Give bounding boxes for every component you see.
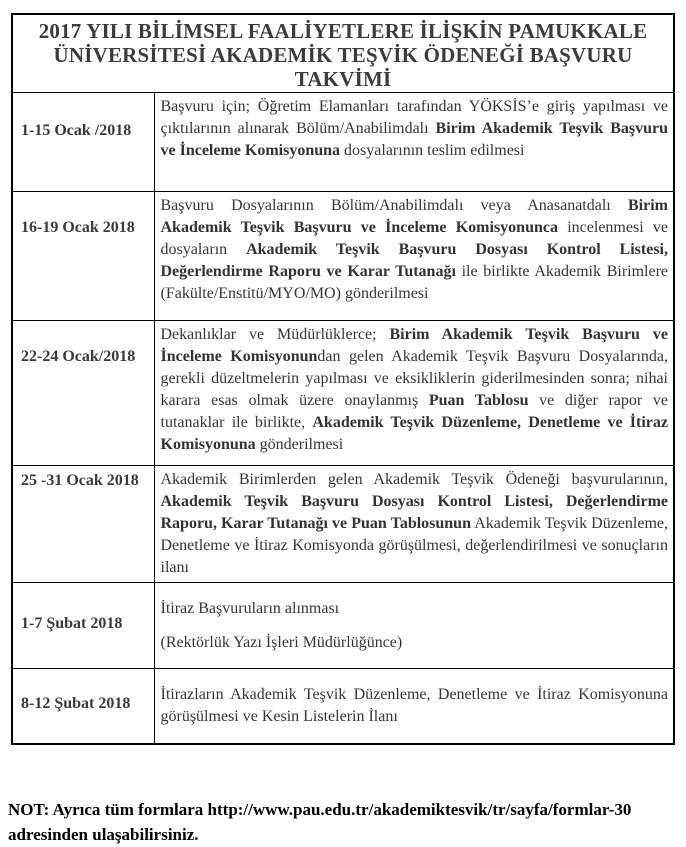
date-cell: 1-15 Ocak /2018 — [12, 93, 154, 192]
text-segment: gönderilmesi — [255, 436, 344, 453]
description-cell — [154, 93, 674, 192]
bold-text-segment: Birim Akademik Teşvik Başvuru ve İnceleme Komisyonun — [160, 326, 669, 365]
title-row — [12, 14, 674, 93]
text-segment: Başvuru için; Öğretim Elamanları tarafından YÖKSİS’e giriş yapılması ve çıktılarının alınarak Bölüm/Anabilimdalı — [160, 98, 668, 137]
text-segment: ve diğer rapor ve tutanaklar ile birlikte, — [160, 392, 668, 431]
page-title: 2017 YILI BİLİMSEL FAALİYETLERE İLİŞKİN PAMUKKALE ÜNİVERSİTESİ AKADEMİK TEŞVİK ÖDENEĞİ BAŞVURU TAKVİMİ — [38, 19, 648, 91]
date-cell: 1-7 Şubat 2018 — [12, 583, 154, 669]
date-cell: 16-19 Ocak 2018 — [12, 192, 154, 321]
paragraph — [161, 195, 669, 305]
text-segment: (Rektörlük Yazı İşleri Müdürlüğünce) — [160, 633, 403, 651]
text-segment: İtiraz Başvuruların alınması — [160, 599, 340, 617]
date-cell: 22-24 Ocak/2018 — [12, 321, 154, 466]
description-cell — [154, 321, 674, 466]
paragraph — [161, 96, 669, 162]
title-cell — [12, 14, 674, 93]
paragraph — [161, 684, 669, 728]
document-page — [0, 13, 686, 844]
table-row — [12, 583, 674, 669]
table-row — [12, 321, 674, 466]
text-segment: dosyalarının teslim edilmesi — [340, 142, 525, 159]
paragraph — [161, 469, 669, 579]
date-cell: 25 -31 Ocak 2018 — [12, 466, 154, 583]
table-row — [12, 669, 674, 745]
date-cell: 8-12 Şubat 2018 — [12, 669, 154, 745]
schedule-rows — [12, 93, 674, 745]
bold-text-segment: Birim Akademik Teşvik Başvuru ve İnceleme Komisyonuna — [160, 120, 668, 159]
text-segment: İtirazların Akademik Teşvik Düzenleme, Denetleme ve İtiraz Komisyonuna görüşülmesi ve Kesin Listelerin İlanı — [160, 686, 668, 725]
text-segment: ile birlikte Akademik Birimlere (Fakülte/Enstitü/MYO/MO) gönderilmesi — [160, 263, 669, 302]
description-cell — [154, 669, 674, 745]
paragraph — [161, 632, 669, 654]
description-cell — [154, 466, 674, 583]
text-segment: Dekanlıklar ve Müdürlüklerce; — [160, 326, 390, 343]
text-segment: Akademik Birimlerden gelen Akademik Teşvik Ödeneği başvurularının, — [160, 471, 668, 488]
schedule-table — [11, 13, 675, 745]
bold-text-segment: Akademik Teşvik Başvuru Dosyası Kontrol Listesi, Değerlendirme Raporu ve Karar Tutanağı — [160, 241, 668, 280]
bold-text-segment: Akademik Teşvik Düzenleme, Denetleme ve İtiraz Komisyonuna — [160, 414, 668, 453]
table-row — [12, 192, 674, 321]
description-cell — [154, 192, 674, 321]
text-segment: Akademik Teşvik Düzenleme, Denetleme ve İtiraz Komisyonda görüşülmesi, değerlendirilmesi ve sonuçların ilanı — [160, 515, 668, 576]
paragraph — [161, 324, 669, 456]
text-segment: dan gelen Akademik Teşvik Başvuru Dosyalarında, gerekli düzeltmelerin yapılması ve eksikliklerin giderilmesinden sonra; nihai karara esas olmak üzere onaylanmış — [160, 348, 668, 409]
paragraph — [161, 598, 669, 620]
description-cell — [154, 583, 674, 669]
text-segment: incelenmesi ve dosyaların — [160, 219, 669, 258]
text-segment: Başvuru Dosyalarının Bölüm/Anabilimdalı veya Anasanatdalı — [160, 197, 628, 214]
table-row — [12, 466, 674, 583]
bold-text-segment: Puan Tablosu — [428, 392, 529, 409]
bold-text-segment: Akademik Teşvik Başvuru Dosyası Kontrol Listesi, Değerlendirme Raporu, Karar Tutanağı ve Puan Tablosunun — [160, 493, 668, 532]
table-row — [12, 93, 674, 192]
bold-text-segment: Birim Akademik Teşvik Başvuru ve İnceleme Komisyonunca — [160, 197, 668, 236]
footer-note: NOT: Ayrıca tüm formlara http://www.pau.edu.tr/akademiktesvik/tr/sayfa/formlar-30 adresinden ulaşabilirsiniz. — [8, 800, 632, 844]
